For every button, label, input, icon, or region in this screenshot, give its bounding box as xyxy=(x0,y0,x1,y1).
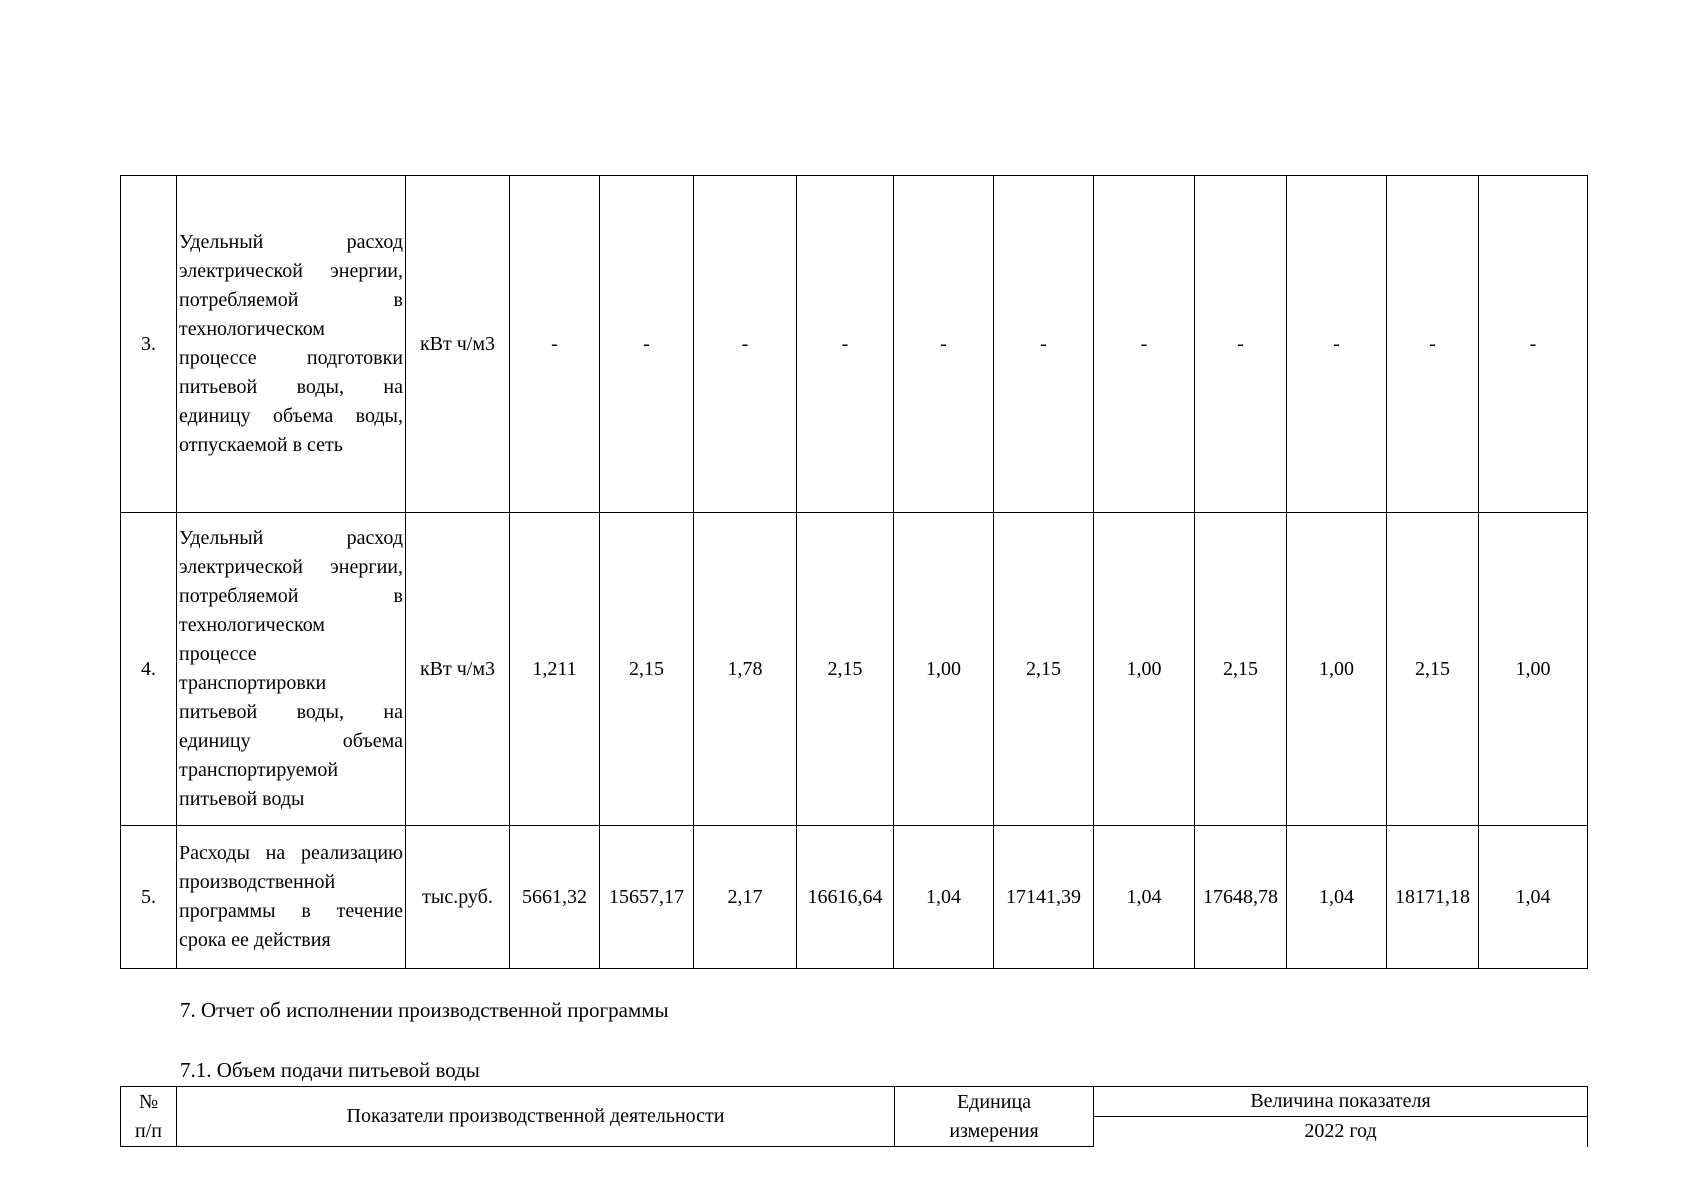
unit-cell: тыс.руб. xyxy=(406,826,510,969)
value-cell: - xyxy=(994,176,1094,513)
unit-cell: кВт ч/м3 xyxy=(406,513,510,826)
indicator-name: Расходы на реализацию производственной программы в течение срока ее действия xyxy=(177,826,406,969)
value-cell: 1,78 xyxy=(694,513,797,826)
value-cell: 15657,17 xyxy=(600,826,694,969)
row-number: 4. xyxy=(121,513,177,826)
value-cell: 1,04 xyxy=(1287,826,1387,969)
indicators-table xyxy=(120,175,1588,969)
col-header-indicators: Показатели производственной деятельности xyxy=(177,1087,895,1147)
value-cell: - xyxy=(510,176,600,513)
value-cell: 1,04 xyxy=(1479,826,1588,969)
section-heading: 7. Отчет об исполнении производственной программы xyxy=(180,998,669,1022)
value-cell: 2,15 xyxy=(1195,513,1287,826)
value-cell: - xyxy=(894,176,994,513)
value-cell: 1,00 xyxy=(894,513,994,826)
value-cell: 18171,18 xyxy=(1387,826,1479,969)
value-cell: - xyxy=(1387,176,1479,513)
subsection-heading: 7.1. Объем подачи питьевой воды xyxy=(180,1058,480,1082)
value-cell: 5661,32 xyxy=(510,826,600,969)
value-cell: - xyxy=(1195,176,1287,513)
table-header-row xyxy=(121,1087,1588,1117)
unit-cell: кВт ч/м3 xyxy=(406,176,510,513)
value-cell: - xyxy=(694,176,797,513)
value-cell: 2,15 xyxy=(1387,513,1479,826)
col-header-value: Величина показателя xyxy=(1094,1087,1588,1117)
value-cell: 1,211 xyxy=(510,513,600,826)
value-cell: - xyxy=(600,176,694,513)
value-cell: - xyxy=(1287,176,1387,513)
value-cell: 1,00 xyxy=(1479,513,1588,826)
row-number: 5. xyxy=(121,826,177,969)
value-cell: - xyxy=(1094,176,1195,513)
indicators-table-body xyxy=(121,176,1588,969)
value-cell: 2,15 xyxy=(600,513,694,826)
indicator-name: Удельный расход электрической энергии, потребляемой в технологическом процессе подготовки питьевой воды, на единицу объема воды, отпускаемой в сеть xyxy=(177,176,406,513)
indicator-name: Удельный расход электрической энергии, потребляемой в технологическом процессе транспортировки питьевой воды, на единицу объема транспортируемой питьевой воды xyxy=(177,513,406,826)
value-cell: 1,04 xyxy=(894,826,994,969)
water-supply-table xyxy=(120,1086,1588,1147)
value-cell: 2,17 xyxy=(694,826,797,969)
row-number: 3. xyxy=(121,176,177,513)
table-row xyxy=(121,513,1588,826)
value-cell: 2,15 xyxy=(797,513,894,826)
table-row xyxy=(121,826,1588,969)
col-header-number: № п/п xyxy=(121,1087,177,1147)
value-cell: - xyxy=(1479,176,1588,513)
value-cell: 2,15 xyxy=(994,513,1094,826)
value-cell: 17648,78 xyxy=(1195,826,1287,969)
table-row xyxy=(121,176,1588,513)
value-cell: 17141,39 xyxy=(994,826,1094,969)
value-cell: 1,00 xyxy=(1287,513,1387,826)
value-cell: - xyxy=(797,176,894,513)
value-cell: 1,00 xyxy=(1094,513,1195,826)
col-header-year: 2022 год xyxy=(1094,1117,1588,1147)
value-cell: 1,04 xyxy=(1094,826,1195,969)
value-cell: 16616,64 xyxy=(797,826,894,969)
col-header-unit: Единица измерения xyxy=(895,1087,1094,1147)
